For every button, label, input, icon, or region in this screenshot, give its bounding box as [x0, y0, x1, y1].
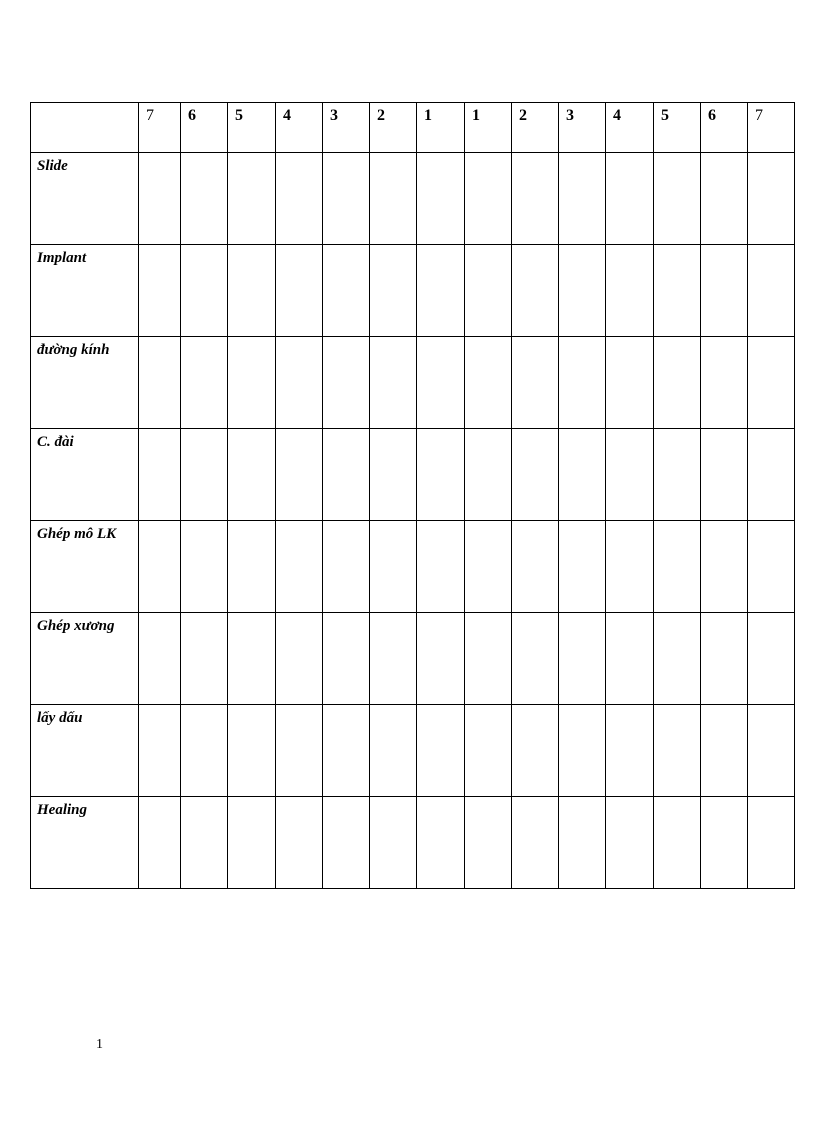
entry-cell[interactable]	[512, 337, 559, 429]
entry-cell[interactable]	[606, 153, 654, 245]
entry-cell[interactable]	[181, 705, 228, 797]
entry-cell[interactable]	[512, 429, 559, 521]
entry-cell[interactable]	[228, 245, 276, 337]
entry-cell[interactable]	[512, 797, 559, 889]
tooth-number: 4	[283, 107, 291, 124]
entry-cell[interactable]	[181, 797, 228, 889]
procedure-row	[31, 613, 795, 705]
entry-cell[interactable]	[748, 613, 795, 705]
entry-cell[interactable]	[370, 705, 417, 797]
entry-cell[interactable]	[748, 705, 795, 797]
entry-cell[interactable]	[139, 705, 181, 797]
entry-cell[interactable]	[276, 705, 323, 797]
row-label: Healing	[37, 802, 88, 818]
tooth-number-cell	[465, 103, 512, 153]
entry-cell[interactable]	[606, 245, 654, 337]
procedure-row	[31, 705, 795, 797]
tooth-number-cell	[654, 103, 701, 153]
entry-cell[interactable]	[606, 613, 654, 705]
entry-cell[interactable]	[606, 705, 654, 797]
tooth-number-cell	[181, 103, 228, 153]
entry-cell[interactable]	[323, 245, 370, 337]
entry-cell[interactable]	[465, 337, 512, 429]
tooth-number: 5	[661, 107, 669, 124]
entry-cell[interactable]	[701, 429, 748, 521]
entry-cell[interactable]	[323, 429, 370, 521]
row-label: C. đài	[37, 434, 74, 450]
entry-cell[interactable]	[228, 521, 276, 613]
entry-cell[interactable]	[748, 521, 795, 613]
corner-cell	[31, 103, 139, 153]
entry-cell[interactable]	[559, 153, 606, 245]
row-label-cell	[31, 429, 139, 521]
entry-cell[interactable]	[701, 245, 748, 337]
entry-cell[interactable]	[323, 521, 370, 613]
tooth-number: 2	[519, 107, 527, 124]
entry-cell[interactable]	[417, 245, 465, 337]
tooth-number-cell	[276, 103, 323, 153]
entry-cell[interactable]	[228, 797, 276, 889]
entry-cell[interactable]	[559, 245, 606, 337]
tooth-number: 1	[424, 107, 432, 124]
entry-cell[interactable]	[748, 429, 795, 521]
tooth-number-cell	[323, 103, 370, 153]
entry-cell[interactable]	[181, 521, 228, 613]
row-label-cell	[31, 705, 139, 797]
entry-cell[interactable]	[701, 797, 748, 889]
row-label: lấy dấu	[37, 710, 83, 726]
tooth-number-cell	[417, 103, 465, 153]
row-label-cell	[31, 797, 139, 889]
entry-cell[interactable]	[370, 521, 417, 613]
row-label: Ghép mô LK	[37, 526, 117, 542]
row-label-cell	[31, 521, 139, 613]
tooth-number: 6	[188, 107, 196, 124]
entry-cell[interactable]	[465, 153, 512, 245]
entry-cell[interactable]	[323, 797, 370, 889]
entry-cell[interactable]	[181, 245, 228, 337]
header-row	[31, 103, 795, 153]
entry-cell[interactable]	[417, 337, 465, 429]
entry-cell[interactable]	[139, 613, 181, 705]
entry-cell[interactable]	[701, 153, 748, 245]
tooth-number: 7	[755, 107, 763, 124]
tooth-number-cell	[512, 103, 559, 153]
entry-cell[interactable]	[512, 245, 559, 337]
entry-cell[interactable]	[465, 613, 512, 705]
entry-cell[interactable]	[417, 429, 465, 521]
entry-cell[interactable]	[512, 705, 559, 797]
tooth-number: 3	[566, 107, 574, 124]
entry-cell[interactable]	[181, 429, 228, 521]
entry-cell[interactable]	[701, 337, 748, 429]
entry-cell[interactable]	[276, 797, 323, 889]
entry-cell[interactable]	[228, 337, 276, 429]
entry-cell[interactable]	[654, 337, 701, 429]
procedure-row	[31, 337, 795, 429]
entry-cell[interactable]	[417, 797, 465, 889]
entry-cell[interactable]	[654, 705, 701, 797]
procedure-row	[31, 153, 795, 245]
entry-cell[interactable]	[276, 521, 323, 613]
entry-cell[interactable]	[465, 797, 512, 889]
entry-cell[interactable]	[370, 337, 417, 429]
entry-cell[interactable]	[654, 153, 701, 245]
entry-cell[interactable]	[654, 521, 701, 613]
entry-cell[interactable]	[559, 705, 606, 797]
entry-cell[interactable]	[276, 429, 323, 521]
entry-cell[interactable]	[654, 613, 701, 705]
entry-cell[interactable]	[606, 429, 654, 521]
procedure-row	[31, 797, 795, 889]
tooth-number: 5	[235, 107, 243, 124]
entry-cell[interactable]	[748, 153, 795, 245]
entry-cell[interactable]	[370, 429, 417, 521]
tooth-number-cell	[228, 103, 276, 153]
row-label-cell	[31, 613, 139, 705]
entry-cell[interactable]	[559, 613, 606, 705]
entry-cell[interactable]	[276, 613, 323, 705]
entry-cell[interactable]	[465, 245, 512, 337]
procedure-row	[31, 245, 795, 337]
entry-cell[interactable]	[370, 797, 417, 889]
entry-cell[interactable]	[606, 337, 654, 429]
procedure-row	[31, 521, 795, 613]
entry-cell[interactable]	[139, 521, 181, 613]
entry-cell[interactable]	[512, 613, 559, 705]
entry-cell[interactable]	[139, 153, 181, 245]
entry-cell[interactable]	[465, 705, 512, 797]
row-label: đường kính	[37, 342, 110, 358]
tooth-number: 3	[330, 107, 338, 124]
tooth-number: 2	[377, 107, 385, 124]
entry-cell[interactable]	[228, 153, 276, 245]
entry-cell[interactable]	[370, 613, 417, 705]
entry-cell[interactable]	[748, 245, 795, 337]
entry-cell[interactable]	[323, 153, 370, 245]
entry-cell[interactable]	[276, 337, 323, 429]
entry-cell[interactable]	[228, 613, 276, 705]
entry-cell[interactable]	[228, 705, 276, 797]
tooth-number-cell	[701, 103, 748, 153]
entry-cell[interactable]	[370, 153, 417, 245]
entry-cell[interactable]	[417, 153, 465, 245]
entry-cell[interactable]	[559, 797, 606, 889]
tooth-number: 4	[613, 107, 621, 124]
page-number: 1	[96, 1037, 103, 1052]
entry-cell[interactable]	[417, 521, 465, 613]
entry-cell[interactable]	[276, 153, 323, 245]
entry-cell[interactable]	[559, 521, 606, 613]
entry-cell[interactable]	[654, 797, 701, 889]
row-label-cell	[31, 245, 139, 337]
entry-cell[interactable]	[139, 797, 181, 889]
entry-cell[interactable]	[417, 613, 465, 705]
entry-cell[interactable]	[606, 521, 654, 613]
tooth-number-cell	[606, 103, 654, 153]
tooth-number: 7	[146, 107, 154, 124]
entry-cell[interactable]	[139, 245, 181, 337]
tooth-number-cell	[559, 103, 606, 153]
tooth-number: 1	[472, 107, 480, 124]
entry-cell[interactable]	[276, 245, 323, 337]
tooth-number-cell	[139, 103, 181, 153]
entry-cell[interactable]	[654, 429, 701, 521]
entry-cell[interactable]	[512, 521, 559, 613]
entry-cell[interactable]	[181, 337, 228, 429]
entry-cell[interactable]	[370, 245, 417, 337]
entry-cell[interactable]	[323, 337, 370, 429]
entry-cell[interactable]	[181, 613, 228, 705]
entry-cell[interactable]	[748, 797, 795, 889]
entry-cell[interactable]	[559, 429, 606, 521]
row-label: Ghép xương	[37, 618, 115, 634]
row-label-cell	[31, 153, 139, 245]
entry-cell[interactable]	[701, 521, 748, 613]
entry-cell[interactable]	[465, 429, 512, 521]
entry-cell[interactable]	[181, 153, 228, 245]
entry-cell[interactable]	[559, 337, 606, 429]
entry-cell[interactable]	[323, 705, 370, 797]
entry-cell[interactable]	[512, 153, 559, 245]
tooth-number: 6	[708, 107, 716, 124]
row-label: Slide	[37, 158, 68, 174]
entry-cell[interactable]	[465, 521, 512, 613]
entry-cell[interactable]	[654, 245, 701, 337]
row-label: Implant	[37, 250, 87, 266]
entry-cell[interactable]	[606, 797, 654, 889]
entry-cell[interactable]	[139, 429, 181, 521]
entry-cell[interactable]	[228, 429, 276, 521]
entry-cell[interactable]	[748, 337, 795, 429]
procedure-row	[31, 429, 795, 521]
entry-cell[interactable]	[323, 613, 370, 705]
entry-cell[interactable]	[701, 705, 748, 797]
entry-cell[interactable]	[701, 613, 748, 705]
tooth-number-cell	[370, 103, 417, 153]
tooth-chart-table	[30, 102, 795, 889]
entry-cell[interactable]	[417, 705, 465, 797]
entry-cell[interactable]	[139, 337, 181, 429]
tooth-number-cell	[748, 103, 795, 153]
row-label-cell	[31, 337, 139, 429]
